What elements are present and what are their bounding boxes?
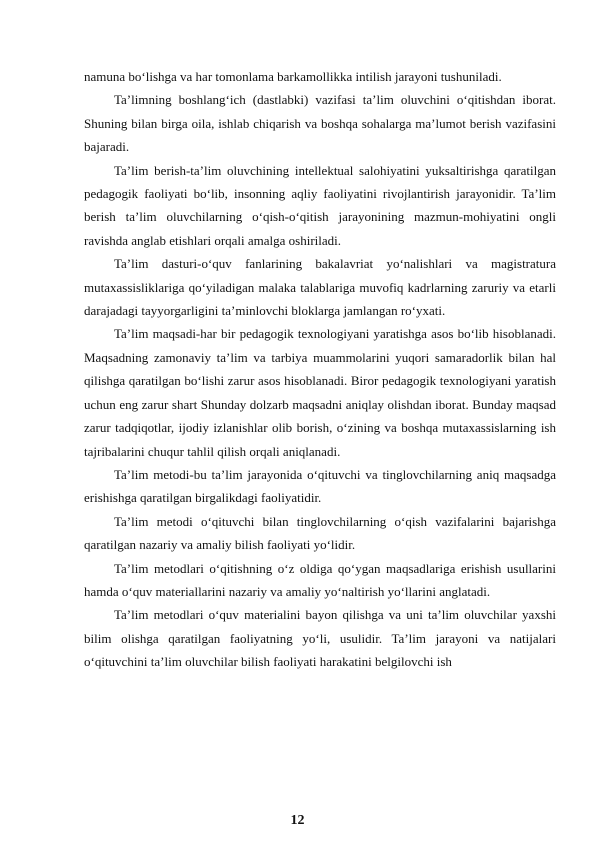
paragraph-talimning-vazifasi: Ta’limning boshlang‘ich (dastlabki) vazifasi ta’lim oluvchini o‘qitishdan iborat. Shuning bilan birga oila, ishlab chiqarish va boshqa sohalarga ma’lumot berish vazifasini bajaradi. <box>84 92 556 155</box>
paragraph-talim-metodlari-bayon: Ta’lim metodlari o‘quv materialini bayon qilishga va uni ta’lim oluvchilar yaxshi bilim olishga qaratilgan faoliyatning yo‘li, usulidir. Ta’lim jarayoni va natijalari o‘qituvchini ta’lim oluvchilar bilish faoliyati harakatini belgilovchi ish <box>84 607 556 670</box>
paragraph-continuation: namuna bo‘lishga va har tomonlama barkamollikka intilish jarayoni tushuniladi. <box>84 69 502 84</box>
paragraph-talim-berish: Ta’lim berish-ta’lim oluvchining intellektual salohiyatini yuksaltirishga qaratilgan pedagogik faoliyati bo‘lib, insonning aqliy faoliyatini rivojlantirish jarayonidir. Ta’lim berish ta’lim oluvchilarning o‘qish-o‘qitish jarayonining mazmun-mohiyatini ongli ravishda anglab etishlari orqali amalga oshiriladi. <box>84 162 556 248</box>
paragraph-talim-metodi-definition: Ta’lim metodi-bu ta’lim jarayonida o‘qituvchi va tinglovchilarning aniq maqsadga erishishga qaratilgan birgalikdagi faoliyatidir. <box>84 466 556 506</box>
paragraph-talim-dasturi: Ta’lim dasturi-o‘quv fanlarining bakalavriat yo‘nalishlari va magistratura mutaxassisliklariga qo‘yiladigan malaka talablariga muvofiq kadrlarning zaruriy va etarli darajadagi tayyorgarligini ta’minlovchi bloklarga jamlangan ro‘yxati. <box>84 256 556 319</box>
paragraph-talim-maqsadi: Ta’lim maqsadi-har bir pedagogik texnologiyani yaratishga asos bo‘lib hisoblanadi. Maqsadning zamonaviy ta’lim va tarbiya muammolarini yuqori samaradorlik bilan hal qilishga qaratilgan bo‘lishi zarur asos hisoblanadi. Biror pedagogik texnologiyani yaratish uchun eng zarur shart Shunday dolzarb maqsadni aniqlay olishdan iborat. Bunday maqsad zarur tadqiqotlar, ijodiy izlanishlar olib borish, o‘zining va boshqa mutaxassislarning ish tajribalarini chuqur tahlil qilish orqali aniqlanadi. <box>84 326 556 459</box>
paragraph-talim-metodi-yoli: Ta’lim metodi o‘qituvchi bilan tinglovchilarning o‘qish vazifalarini bajarishga qaratilgan nazariy va amaliy bilish faoliyati yo‘lidir. <box>84 513 556 553</box>
page-number: 12 <box>290 813 305 828</box>
body-text <box>84 65 556 674</box>
paragraph-talim-metodlari-usullari: Ta’lim metodlari o‘qitishning o‘z oldiga qo‘ygan maqsadlariga erishish usullarini hamda o‘quv materiallarini nazariy va amaliy yo‘naltirish yo‘llarini anglatadi. <box>84 560 556 599</box>
